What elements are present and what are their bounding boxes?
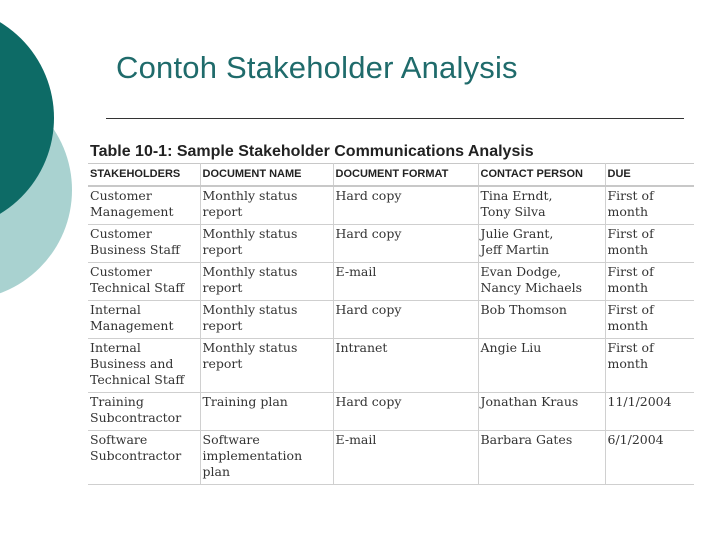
title-divider bbox=[106, 118, 684, 119]
header-stakeholders: STAKEHOLDERS bbox=[88, 164, 200, 186]
cell-document-format: Intranet bbox=[333, 338, 478, 392]
table-row bbox=[88, 262, 694, 300]
cell-due: First of month bbox=[605, 338, 694, 392]
cell-document-format: E-mail bbox=[333, 430, 478, 484]
cell-document-name: Monthly status report bbox=[200, 262, 333, 300]
header-due: DUE bbox=[605, 164, 694, 186]
cell-stakeholder: Customer Business Staff bbox=[88, 224, 200, 262]
cell-document-format: Hard copy bbox=[333, 224, 478, 262]
cell-contact-person: Bob Thomson bbox=[478, 300, 605, 338]
cell-stakeholder: Software Subcontractor bbox=[88, 430, 200, 484]
table-row bbox=[88, 392, 694, 430]
table-row bbox=[88, 224, 694, 262]
cell-due: 11/1/2004 bbox=[605, 392, 694, 430]
cell-document-format: Hard copy bbox=[333, 186, 478, 225]
stakeholder-table bbox=[88, 163, 694, 485]
cell-due: First of month bbox=[605, 262, 694, 300]
table-header-row bbox=[88, 164, 694, 186]
cell-due: First of month bbox=[605, 224, 694, 262]
page-title: Contoh Stakeholder Analysis bbox=[116, 50, 518, 85]
cell-stakeholder: Customer Technical Staff bbox=[88, 262, 200, 300]
cell-due: First of month bbox=[605, 300, 694, 338]
header-contact-person: CONTACT PERSON bbox=[478, 164, 605, 186]
cell-stakeholder: Training Subcontractor bbox=[88, 392, 200, 430]
header-document-name: DOCUMENT NAME bbox=[200, 164, 333, 186]
cell-document-name: Monthly status report bbox=[200, 338, 333, 392]
table-row bbox=[88, 430, 694, 484]
cell-due: 6/1/2004 bbox=[605, 430, 694, 484]
decorative-circles bbox=[0, 0, 100, 300]
cell-document-name: Monthly status report bbox=[200, 224, 333, 262]
cell-document-name: Monthly status report bbox=[200, 186, 333, 225]
cell-document-name: Monthly status report bbox=[200, 300, 333, 338]
cell-stakeholder: Internal Management bbox=[88, 300, 200, 338]
cell-document-format: Hard copy bbox=[333, 300, 478, 338]
cell-contact-person: Evan Dodge, Nancy Michaels bbox=[478, 262, 605, 300]
cell-contact-person: Jonathan Kraus bbox=[478, 392, 605, 430]
cell-document-name: Software implementation plan bbox=[200, 430, 333, 484]
cell-contact-person: Angie Liu bbox=[478, 338, 605, 392]
cell-document-name: Training plan bbox=[200, 392, 333, 430]
cell-contact-person: Tina Erndt, Tony Silva bbox=[478, 186, 605, 225]
cell-document-format: Hard copy bbox=[333, 392, 478, 430]
cell-stakeholder: Customer Management bbox=[88, 186, 200, 225]
table-row bbox=[88, 338, 694, 392]
table-row bbox=[88, 300, 694, 338]
cell-stakeholder: Internal Business and Technical Staff bbox=[88, 338, 200, 392]
cell-contact-person: Barbara Gates bbox=[478, 430, 605, 484]
table-caption: Table 10-1: Sample Stakeholder Communications Analysis bbox=[90, 143, 534, 160]
cell-due: First of month bbox=[605, 186, 694, 225]
header-document-format: DOCUMENT FORMAT bbox=[333, 164, 478, 186]
table-row bbox=[88, 186, 694, 225]
cell-contact-person: Julie Grant, Jeff Martin bbox=[478, 224, 605, 262]
cell-document-format: E-mail bbox=[333, 262, 478, 300]
